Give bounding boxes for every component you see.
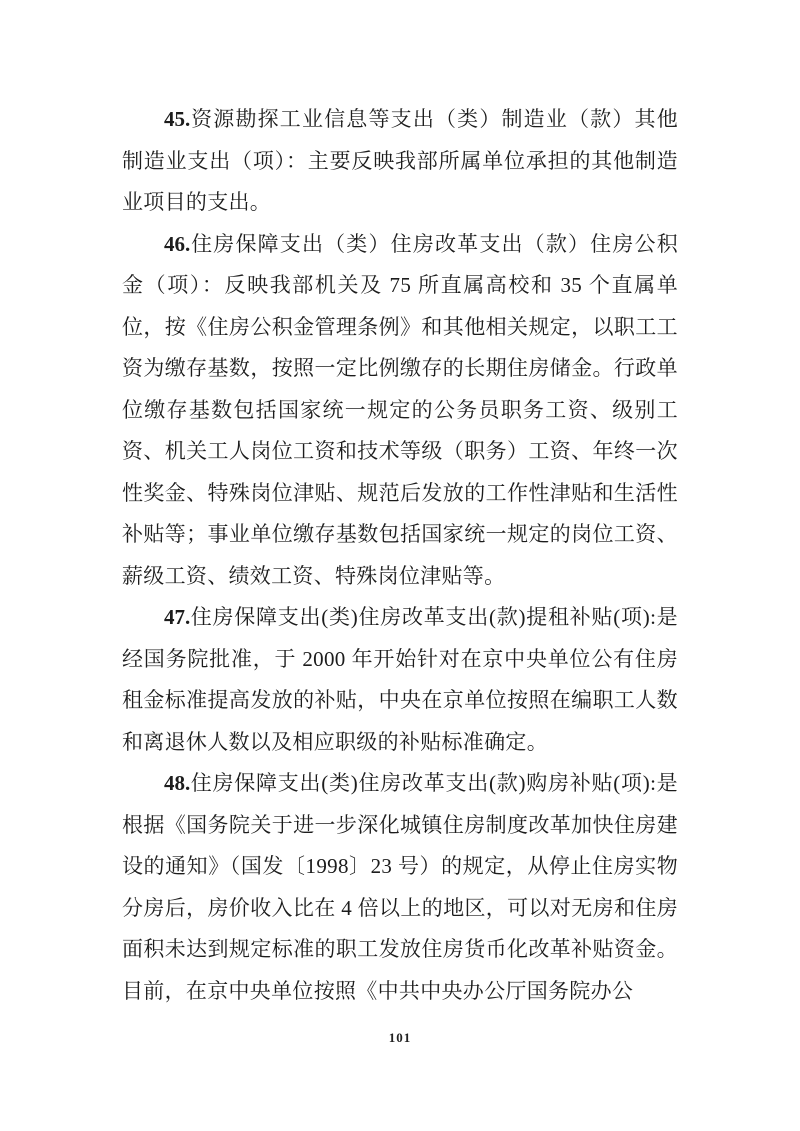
paragraph-45-text: 资源勘探工业信息等支出（类）制造业（款）其他制造业支出（项）：主要反映我部所属单位承担的其他制造业项目的支出。 [122,107,678,214]
paragraph-47-number: 47. [164,605,191,629]
paragraph-48-number: 48. [164,771,191,795]
paragraph-46-text: 住房保障支出（类）住房改革支出（款）住房公积金（项）：反映我部机关及 75 所直属高校和 35 个直属单位，按《住房公积金管理条例》和其他相关规定，以职工工资为缴存基数，按照一定比例缴存的长期住房储金。行政单位缴存基数包括国家统一规定的公务员职务工资、级别工资、机关工人岗位工资和技术等级（职务）工资、年终一次性奖金、特殊岗位津贴、规范后发放的工作性津贴和生活性补贴等；事业单位缴存基数包括国家统一规定的岗位工资、薪级工资、绩效工资、特殊岗位津贴等。 [122,231,678,588]
paragraph-46-number: 46. [164,231,191,256]
paragraph-48 [122,763,678,1012]
paragraph-47 [122,597,678,763]
paragraph-45 [122,99,678,224]
page-number: 101 [388,1030,412,1045]
paragraph-46 [122,224,678,598]
paragraph-48-text: 住房保障支出(类)住房改革支出(款)购房补贴(项):是根据《国务院关于进一步深化城镇住房制度改革加快住房建设的通知》（国发〔1998〕23 号）的规定，从停止住房实物分房后，房价收入比在 4 倍以上的地区，可以对无房和住房面积未达到规定标准的职工发放住房货币化改革补贴资金。目前，在京中央单位按照《中共中央办公厅国务院办公 [122,771,678,1003]
paragraph-45-number: 45. [164,107,191,131]
document-body [122,99,678,1012]
paragraph-47-text: 住房保障支出(类)住房改革支出(款)提租补贴(项):是经国务院批准，于 2000 年开始针对在京中央单位公有住房租金标准提高发放的补贴，中央在京单位按照在编职工人数和离退休人数以及相应职级的补贴标准确定。 [122,605,678,754]
